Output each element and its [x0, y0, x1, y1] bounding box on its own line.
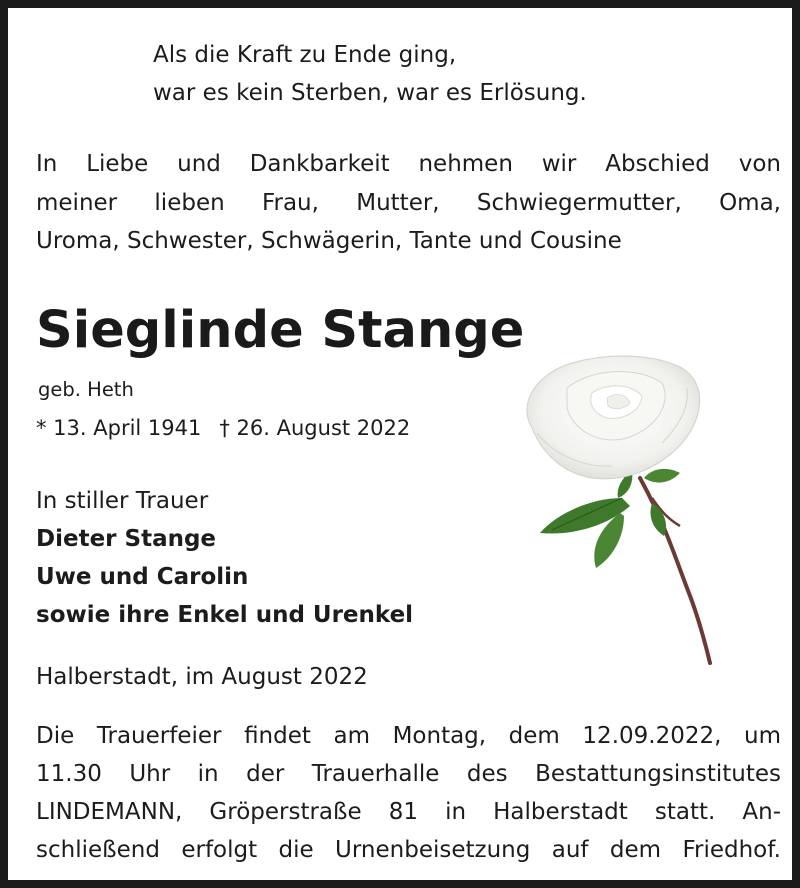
- mourner-name: sowie ihre Enkel und Urenkel: [36, 602, 414, 628]
- intro-line: meiner lieben Frau, Mutter, Schwiegermutter, Oma,: [36, 189, 781, 216]
- intro-line: In Liebe und Dankbarkeit nehmen wir Abschied von: [36, 151, 781, 177]
- service-line: 11.30 Uhr in der Trauerhalle des Bestattungsinstitutes: [36, 761, 781, 787]
- mourners-heading: In stiller Trauer: [36, 488, 209, 514]
- mourner-name: Dieter Stange: [36, 526, 217, 552]
- place-date: Halberstadt, im August 2022: [36, 664, 368, 690]
- quote: [153, 36, 587, 112]
- deceased-name: Sieglinde Stange: [36, 301, 525, 360]
- maiden-name: geb. Heth: [38, 378, 134, 401]
- intro-text: [36, 145, 781, 261]
- service-info: [36, 717, 781, 869]
- life-dates: [36, 413, 410, 443]
- service-line: Die Trauerfeier findet am Montag, dem 12.09.2022, um: [36, 723, 781, 749]
- service-line: schließend erfolgt die Urnenbeisetzung auf dem Friedhof.: [36, 837, 781, 863]
- death-date: † 26. August 2022: [219, 416, 411, 440]
- birth-date: * 13. April 1941: [36, 416, 202, 440]
- quote-line: war es kein Sterben, war es Erlösung.: [153, 80, 587, 106]
- mourner-name: Uwe und Carolin: [36, 564, 249, 590]
- intro-line: Uroma, Schwester, Schwägerin, Tante und Cousine: [36, 228, 622, 254]
- mourners: [36, 482, 413, 634]
- white-rose-icon: [512, 348, 722, 668]
- service-line: LINDEMANN, Gröperstraße 81 in Halberstadt statt. An-: [36, 799, 781, 825]
- quote-line: Als die Kraft zu Ende ging,: [153, 42, 457, 68]
